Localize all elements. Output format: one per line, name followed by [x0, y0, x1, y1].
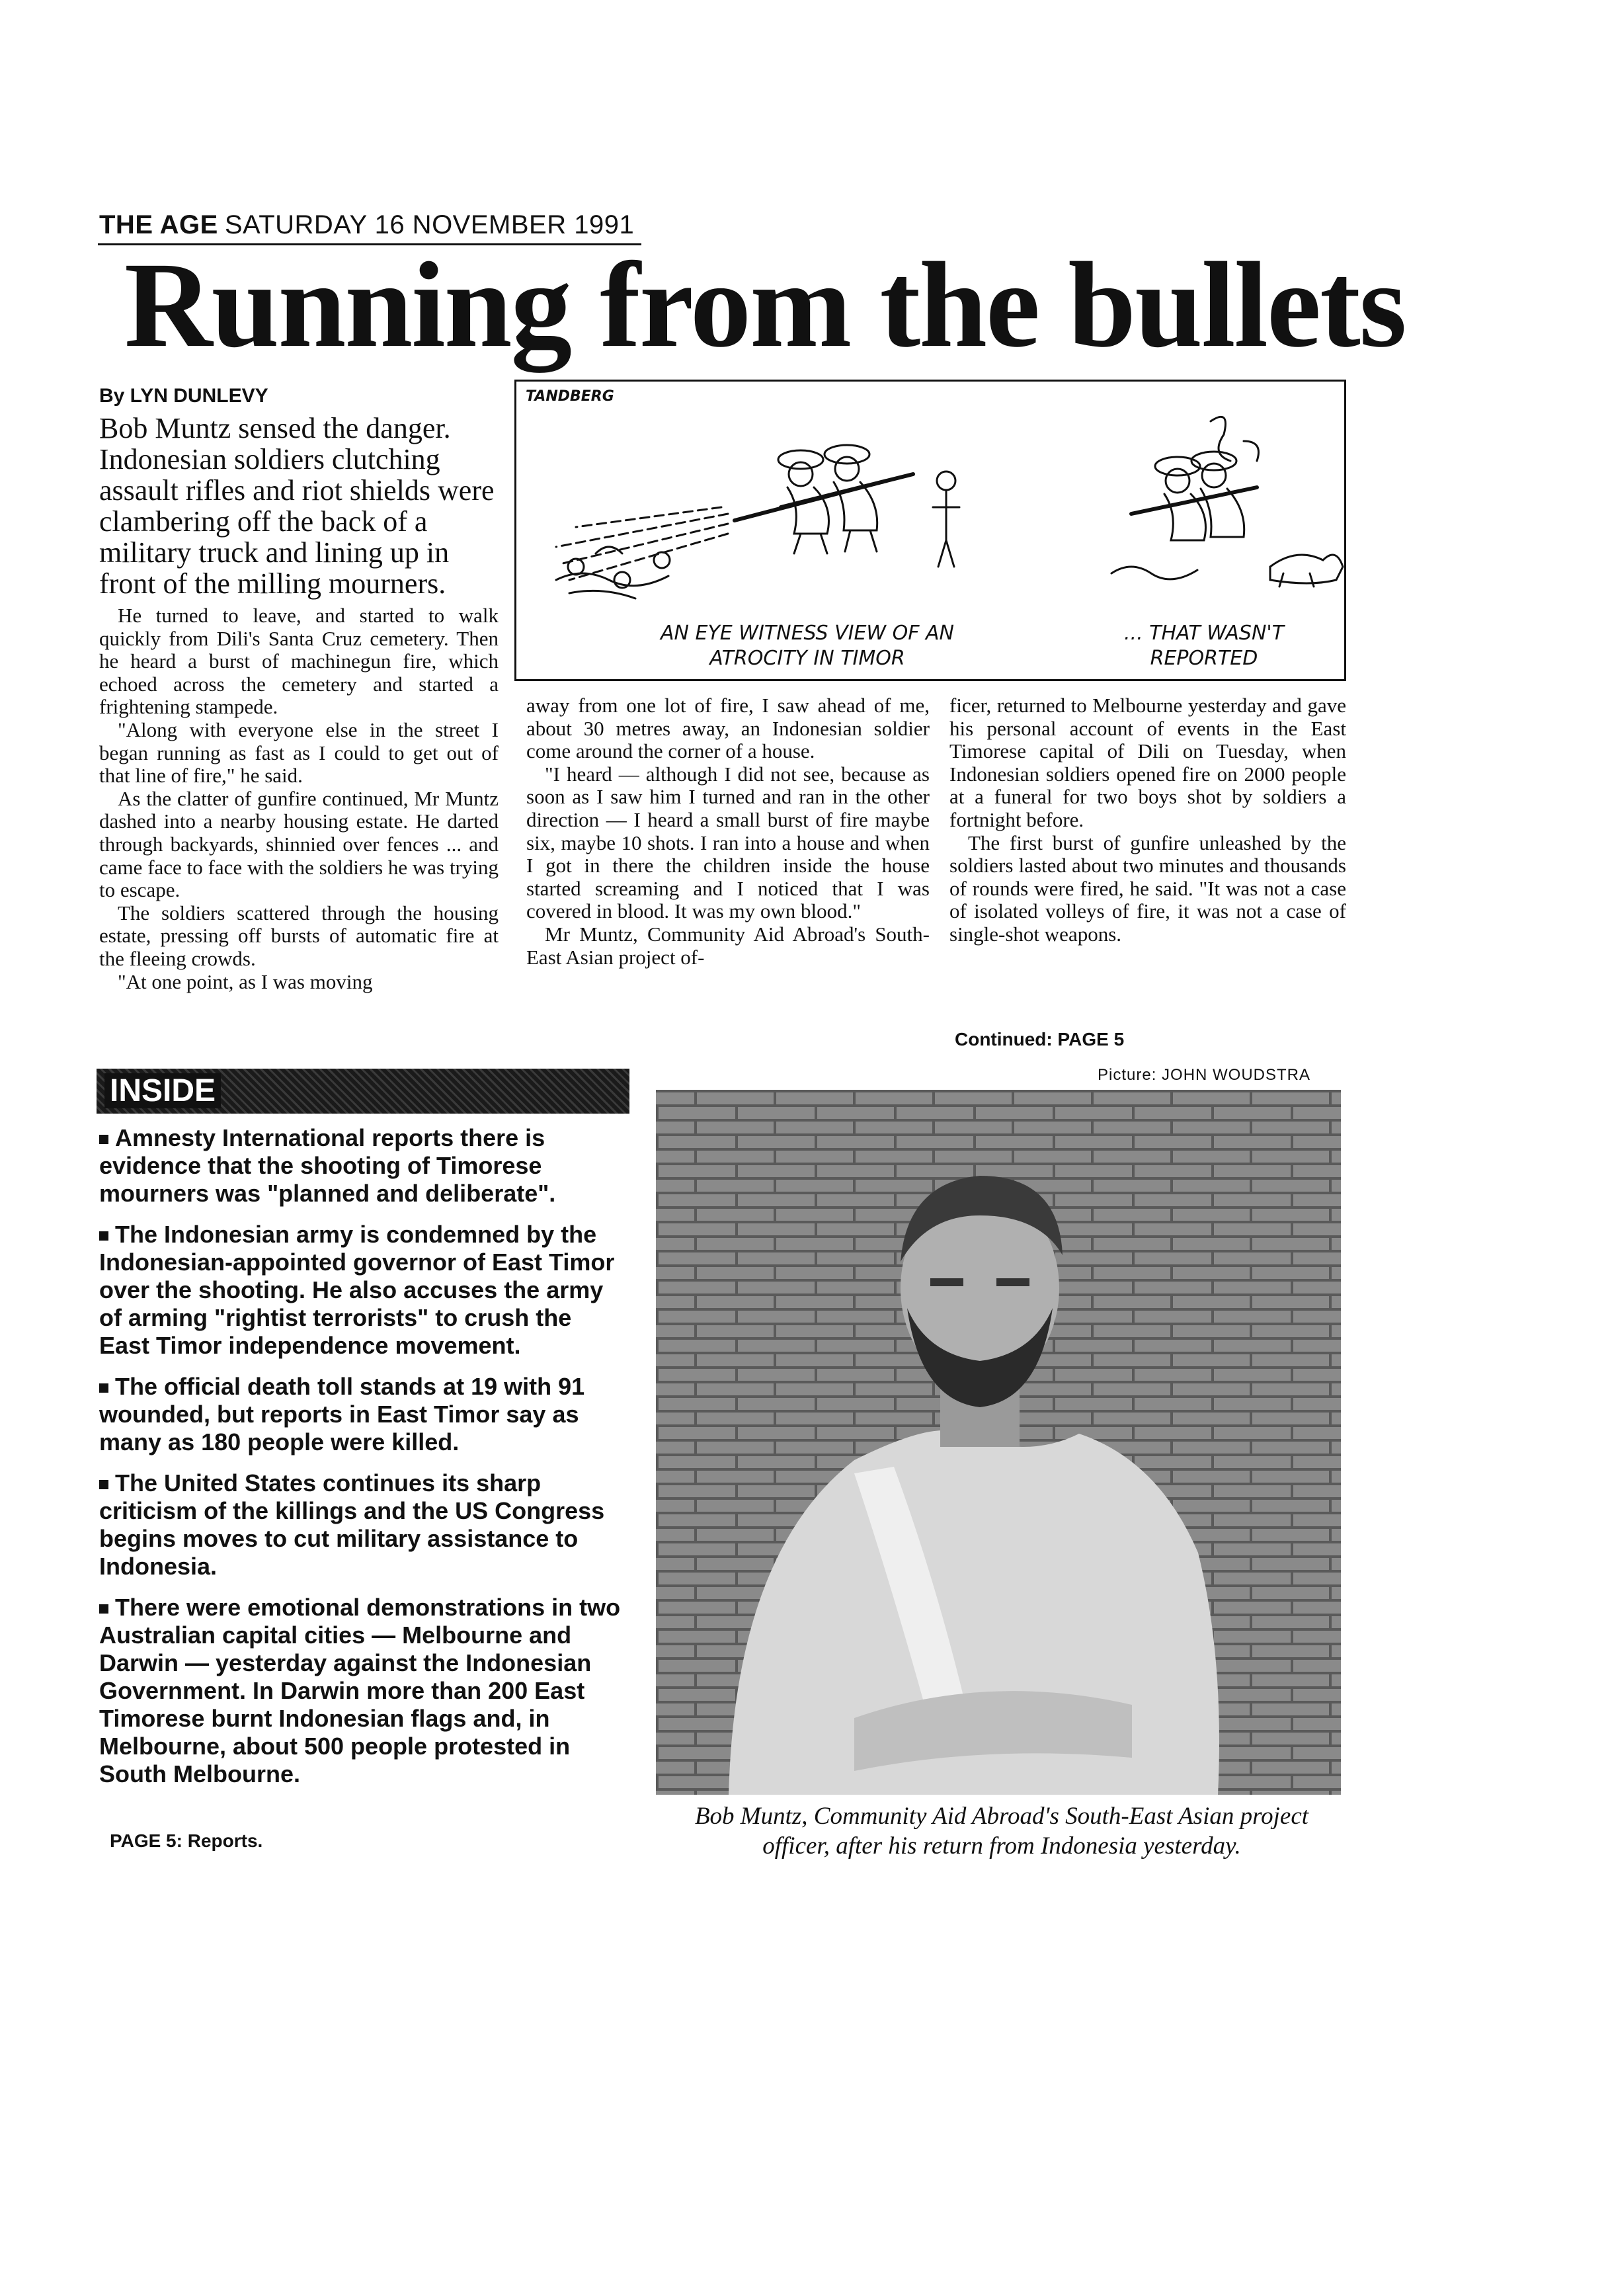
- byline: By LYN DUNLEVY: [99, 385, 268, 407]
- bullet-icon: [99, 1383, 108, 1393]
- article-paragraph: The first burst of gunfire unleashed by the soldiers lasted about two minutes and thousands of rounds were fired, he said. "It was not a case of isolated volleys of fire, it was not a case of single-shot weapons.: [949, 831, 1346, 946]
- cartoon-signature: TANDBERG: [526, 388, 614, 405]
- article-paragraph: "At one point, as I was moving: [118, 969, 373, 993]
- photo: [656, 1090, 1341, 1795]
- article-paragraph: ficer, returned to Melbourne yesterday and gave his personal account of events in the East Timorese capital of Dili on Tuesday, when Indonesian soldiers opened fire on 2000 people at a funeral for two boys shot by soldiers a fortnight before.: [949, 694, 1346, 831]
- inside-item: The Indonesian army is condemned by the Indonesian-appointed governor of East Timor over the shooting. He also accuses the army of arming "rightist terrorists" to crush the East Timor independence movement.: [99, 1221, 615, 1359]
- article-paragraph: Mr Muntz, Community Aid Abroad's South-East Asian project of-: [526, 922, 930, 969]
- masthead: [99, 210, 634, 240]
- article-paragraph: away from one lot of fire, I saw ahead of me, about 30 metres away, an Indonesian soldier come around the corner of a house.: [526, 694, 930, 763]
- article-lead: Bob Muntz sensed the danger. Indonesian soldiers clutching assault rifles and riot shields were clambering off the back of a military truck and lining up in front of the milling mourners.: [99, 412, 495, 600]
- cartoon-drawing: [516, 382, 1344, 620]
- article-column-1: [99, 413, 499, 993]
- article-paragraph: The soldiers scattered through the housing estate, pressing off bursts of automatic fire at the fleeing crowds.: [99, 901, 499, 970]
- article-paragraph: "Along with everyone else in the street I began running as fast as I could to get out of that line of fire," he said.: [99, 718, 499, 788]
- masthead-paper: THE AGE: [99, 210, 218, 239]
- inside-item: The official death toll stands at 19 with 91 wounded, but reports in East Timor say as many as 180 people were killed.: [99, 1373, 585, 1456]
- cartoon: [514, 380, 1346, 681]
- headline: Running from the bullets: [124, 237, 1406, 373]
- masthead-date: SATURDAY 16 NOVEMBER 1991: [224, 210, 635, 239]
- article-column-2: [526, 694, 930, 969]
- cartoon-caption-left: AN EYE WITNESS VIEW OF AN ATROCITY IN TIMOR: [661, 622, 954, 670]
- bullet-icon: [99, 1480, 108, 1489]
- bullet-icon: [99, 1604, 108, 1614]
- page-reference: PAGE 5: Reports.: [110, 1830, 263, 1851]
- bullet-icon: [99, 1135, 108, 1144]
- inside-header: [97, 1069, 629, 1114]
- cartoon-caption-right: ... THAT WASN'T REPORTED: [1124, 622, 1284, 670]
- photo-credit: Picture: JOHN WOUDSTRA: [1098, 1066, 1311, 1084]
- inside-title: INSIDE: [104, 1073, 221, 1108]
- photo-image: [656, 1090, 1341, 1795]
- inside-item: There were emotional demonstrations in two Australian capital cities — Melbourne and Darwin — yesterday against the Indonesian Government. In Darwin more than 200 East Timorese burnt Indonesian flags and, in Melbourne, about 500 people protested in South Melbourne.: [99, 1594, 621, 1787]
- continued-reference: Continued: PAGE 5: [955, 1029, 1125, 1049]
- article-paragraph: "I heard — although I did not see, because as soon as I saw him I turned and ran in the other direction — I heard a small burst of fire maybe six, maybe 10 shots. I ran into a house and when I got in there the children inside the house started screaming and I noticed that I was covered in blood. It was my own blood.": [526, 762, 930, 923]
- photo-caption: Bob Muntz, Community Aid Abroad's South-East Asian project officer, after his return from Indonesia yesterday.: [694, 1803, 1309, 1860]
- bullet-icon: [99, 1231, 108, 1241]
- inside-item: Amnesty International reports there is evidence that the shooting of Timorese mourners was "planned and deliberate".: [99, 1124, 556, 1207]
- article-paragraph: He turned to leave, and started to walk quickly from Dili's Santa Cruz cemetery. Then he heard a burst of machinegun fire, which echoed across the cemetery and started a frightening stampede.: [99, 604, 499, 719]
- inside-item: The United States continues its sharp criticism of the killings and the US Congress begins moves to cut military assistance to Indonesia.: [99, 1469, 605, 1580]
- article-paragraph: As the clatter of gunfire continued, Mr Muntz dashed into a nearby housing estate. He darted through backyards, shinnied over fences ... and came face to face with the soldiers he was trying to escape.: [99, 786, 499, 902]
- inside-list: [99, 1124, 628, 1801]
- article-column-3: [949, 694, 1346, 946]
